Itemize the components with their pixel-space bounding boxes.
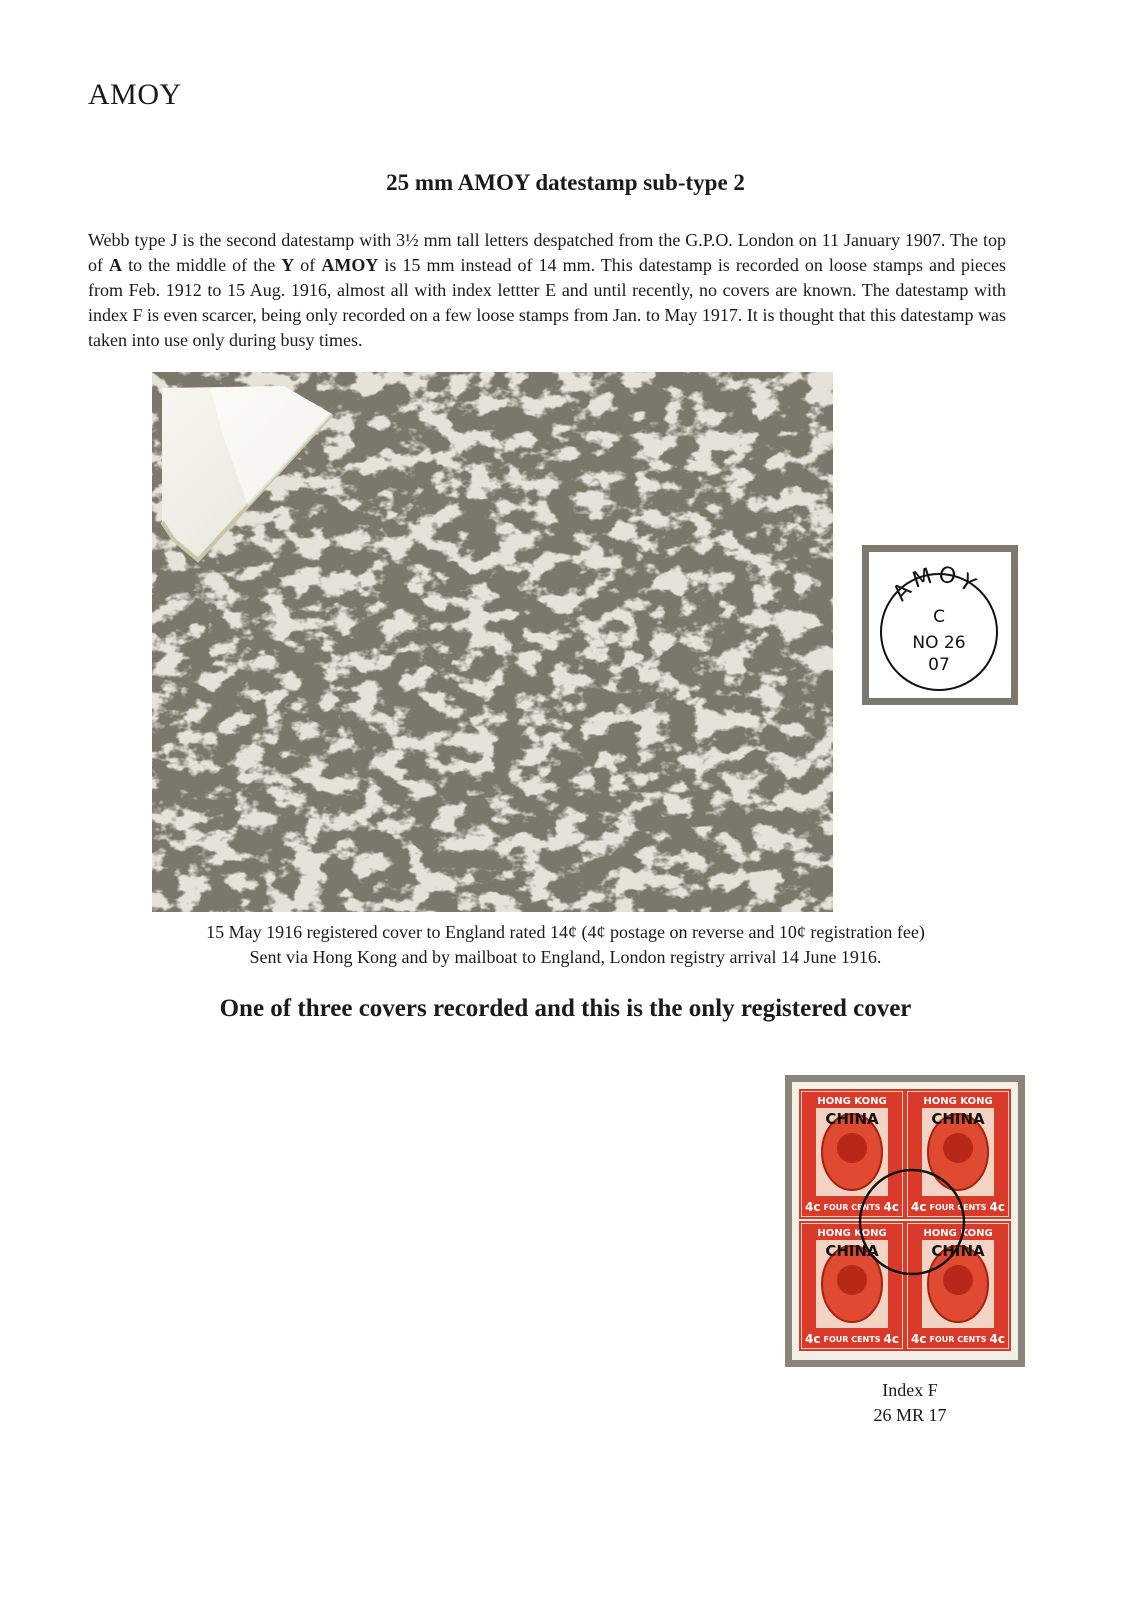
stamp-overprint-4: CHINA bbox=[931, 1242, 985, 1260]
stamp-block-image bbox=[792, 1082, 1018, 1360]
stamp-country-2: HONG KONG bbox=[923, 1096, 993, 1107]
amoy-datestamp-icon bbox=[869, 552, 1011, 698]
stamp-country-1: HONG KONG bbox=[817, 1096, 887, 1107]
stamp-left-panel-3 bbox=[802, 1240, 816, 1328]
description-bold-amoy: AMOY bbox=[321, 255, 379, 275]
stamp-left-panel-2 bbox=[908, 1108, 922, 1196]
description-text-4: is 15 mm instead of 14 mm. This datestamp is recorded on loose stamps and pieces from Feb. 1912 to 15 Aug. 1916, almost all with index lettter E and until recently, no covers are known. The datestamp with index F is even scarcer, being only recorded on a few loose stamps from Jan. to May 1917. It is thought that this datestamp was taken into use only during busy times. bbox=[88, 255, 1007, 350]
stamp-left-panel-4 bbox=[908, 1240, 922, 1328]
stamp-value-right-4: 4c bbox=[989, 1332, 1005, 1346]
page-title: AMOY bbox=[88, 78, 182, 111]
description-paragraph bbox=[88, 228, 1006, 353]
cover-caption-line-1: 15 May 1916 registered cover to England rated 14¢ (4¢ postage on reverse and 10¢ registration fee) bbox=[206, 922, 925, 942]
stamp-right-panel-1 bbox=[888, 1108, 902, 1196]
stamp-value-left-4: 4c bbox=[911, 1332, 927, 1346]
description-text-1: Webb type J is the second datestamp with 3½ mm tall letters despatched from the G.P.O. London on 11 January 1907. The top of bbox=[88, 230, 1006, 275]
stamp-head-2 bbox=[943, 1133, 973, 1163]
description-text-3: of bbox=[294, 255, 322, 275]
stamp-value-words-4: FOUR CENTS bbox=[929, 1335, 987, 1344]
datestamp-frame bbox=[862, 545, 1018, 705]
stamp-right-panel-2 bbox=[994, 1108, 1008, 1196]
stamp-value-left-1: 4c bbox=[805, 1200, 821, 1214]
stamp-value-words-2: FOUR CENTS bbox=[929, 1203, 987, 1212]
cover-caption bbox=[0, 920, 1131, 970]
index-caption bbox=[830, 1378, 990, 1428]
stamp-right-panel-4 bbox=[994, 1240, 1008, 1328]
stamp-head-4 bbox=[943, 1265, 973, 1295]
stamp-head-3 bbox=[837, 1265, 867, 1295]
stamp-value-right-1: 4c bbox=[883, 1200, 899, 1214]
stamp-overprint-2: CHINA bbox=[931, 1110, 985, 1128]
stamp-country-3: HONG KONG bbox=[817, 1228, 887, 1239]
description-text-2: to the middle of the bbox=[122, 255, 282, 275]
stamp-block-frame bbox=[785, 1075, 1025, 1367]
highlight-statement: One of three covers recorded and this is the only registered cover bbox=[219, 995, 912, 1022]
stamp-country-4: HONG KONG bbox=[923, 1228, 993, 1239]
stamp-value-left-3: 4c bbox=[805, 1332, 821, 1346]
description-bold-a: A bbox=[109, 255, 123, 275]
cover-caption-line-2: Sent via Hong Kong and by mailboat to England, London registry arrival 14 June 1916. bbox=[249, 947, 882, 967]
stamp-left-panel-1 bbox=[802, 1108, 816, 1196]
stamp-overprint-1: CHINA bbox=[825, 1110, 879, 1128]
datestamp-index: C bbox=[933, 607, 945, 627]
stamp-value-words-1: FOUR CENTS bbox=[823, 1203, 881, 1212]
datestamp-town: AMOY bbox=[888, 562, 983, 607]
stamp-value-words-3: FOUR CENTS bbox=[823, 1335, 881, 1344]
registered-cover-image bbox=[152, 372, 833, 912]
stamp-value-right-2: 4c bbox=[989, 1200, 1005, 1214]
index-caption-line-2: 26 MR 17 bbox=[873, 1405, 947, 1425]
stamp-head-1 bbox=[837, 1133, 867, 1163]
datestamp-date: NO 26 bbox=[912, 633, 966, 653]
stamp-value-right-3: 4c bbox=[883, 1332, 899, 1346]
description-bold-y: Y bbox=[281, 255, 295, 275]
section-heading: 25 mm AMOY datestamp sub-type 2 bbox=[386, 170, 745, 195]
stamp-overprint-3: CHINA bbox=[825, 1242, 879, 1260]
stamp-right-panel-3 bbox=[888, 1240, 902, 1328]
stamp-value-left-2: 4c bbox=[911, 1200, 927, 1214]
datestamp-year: 07 bbox=[928, 655, 950, 675]
index-caption-line-1: Index F bbox=[882, 1380, 938, 1400]
